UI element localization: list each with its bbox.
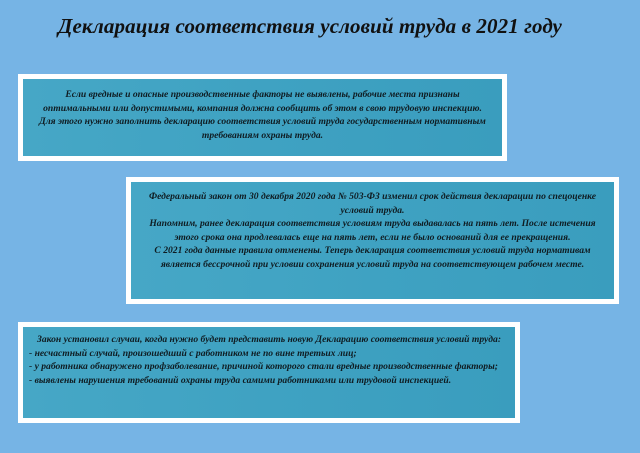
case-list-item: - у работника обнаружено профзаболевание, причиной которого стали вредные производственные факторы; xyxy=(29,361,498,373)
case-list-item: - несчастный случай, произошедший с работником не по вине третьих лиц; xyxy=(29,347,357,359)
case-list-item: - выявлены нарушения требований охраны труда самими работниками или трудовой инспекцией. xyxy=(29,374,452,386)
law-change-paragraph: С 2021 года данные правила отменены. Теперь декларация соответствия условий труда нормативам является бессрочной при условии сохранения условий труда на соответствующем рабочем месте. xyxy=(154,245,591,270)
info-card-law-change xyxy=(126,177,619,304)
page-title: Декларация соответствия условий труда в 2021 году xyxy=(58,14,562,38)
cases-intro: Закон установил случаи, когда нужно будет представить новую Декларацию соответствия условий труда: xyxy=(36,334,502,345)
info-card-law-change-body xyxy=(131,182,614,299)
law-change-paragraph: Напомним, ранее декларация соответствия условиям труда выдавалась на пять лет. После истечения этого срока она продлевалась еще на пять лет, если не было оснований для ее прекращения. xyxy=(149,218,596,243)
law-change-paragraph: Федеральный закон от 30 декабря 2020 года № 503-ФЗ изменил срок действия декларации по спецоценке условий труда. xyxy=(148,191,597,216)
inspection-text: Если вредные и опасные производственные факторы не выявлены, рабочие места признаны оптимальными или допустимыми, компания должна сообщить об этом в свою трудовую инспекцию. Для этого нужно заполнить декларацию соответствия условий труда государственным нормативным требованиям охраны труда. xyxy=(39,89,486,141)
info-card-inspection xyxy=(18,74,507,161)
info-card-inspection-body xyxy=(23,79,502,156)
info-card-cases xyxy=(18,322,520,423)
info-card-cases-body xyxy=(23,327,515,418)
